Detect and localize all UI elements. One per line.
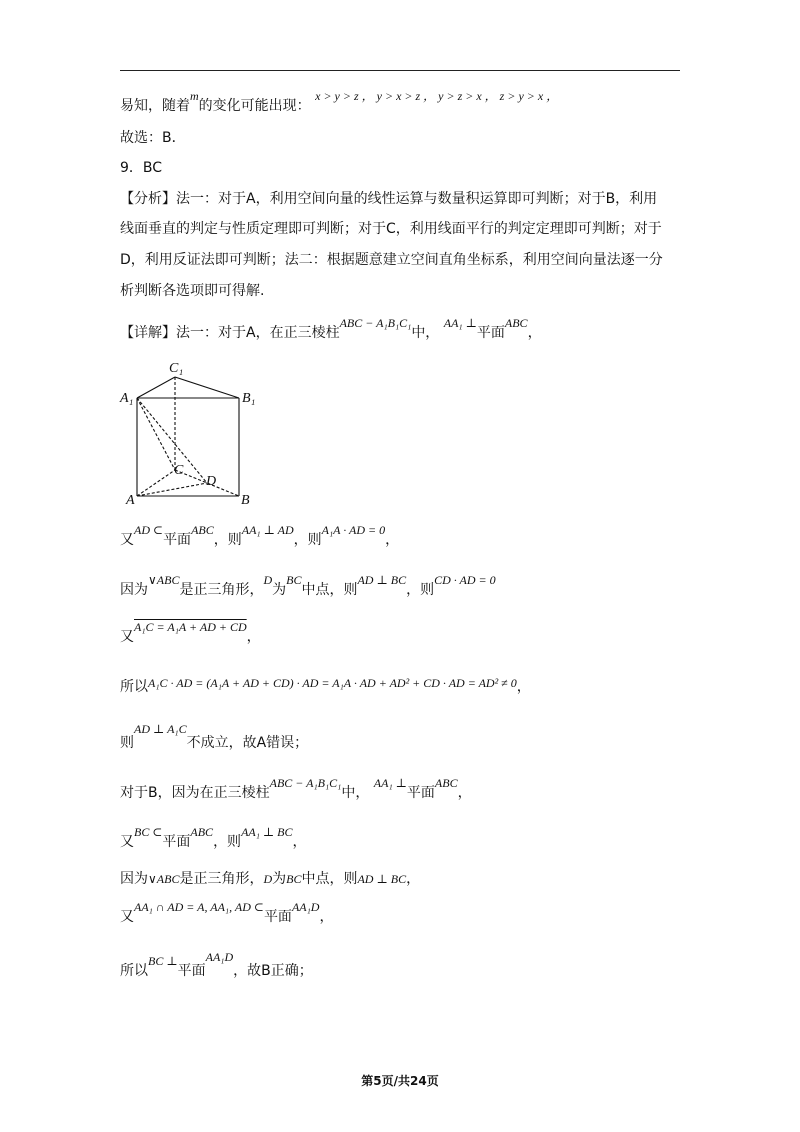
label-a: A	[126, 493, 135, 508]
label-a1: A₁	[120, 391, 134, 406]
line-1	[120, 89, 559, 116]
text: ，则	[293, 532, 322, 548]
text: ，	[319, 909, 334, 925]
text: 中，	[411, 325, 440, 341]
detail-line-10	[120, 900, 334, 927]
math: AA₁ ∩ AD = A, AA₁, AD ⊂	[134, 900, 264, 914]
math: AD ⊂	[134, 523, 164, 537]
math: AA₁ ⊥	[373, 776, 407, 790]
math: BC ⊂	[134, 825, 163, 839]
label-b: B	[241, 493, 250, 508]
detail-line-4	[120, 620, 261, 647]
analysis-line-1: 【分析】法一：对于A，利用空间向量的线性运算与数量积运算即可判断；对于B，利用	[120, 191, 658, 207]
text: 中，	[341, 785, 370, 801]
text: 为	[272, 871, 287, 887]
text: ，则	[213, 834, 242, 850]
text: 中点，则	[301, 871, 358, 887]
math: AD ⊥ BC	[357, 573, 407, 587]
math: D	[263, 573, 273, 587]
text: 平面	[163, 532, 192, 548]
text: ，故B正确；	[233, 963, 313, 979]
math: BC ⊥	[148, 954, 178, 968]
detail-line-3	[120, 573, 496, 600]
math: m	[190, 89, 199, 103]
math: AA₁ ⊥ BC	[241, 825, 293, 839]
math: A₁C = A₁A + AD + CD	[134, 620, 247, 634]
segment-a1d	[137, 398, 207, 483]
text: 因为	[120, 582, 148, 598]
edge-ac	[137, 470, 175, 496]
header-rule	[120, 70, 680, 71]
text: 所以	[120, 963, 148, 979]
analysis-line-2: 线面垂直的判定与性质定理即可判断；对于C，利用线面平行的判定定理即可判断；对于	[120, 221, 662, 237]
text: 对于B，因为在正三棱柱	[120, 785, 270, 801]
math: AA₁ ⊥	[443, 316, 477, 330]
math: BC	[286, 573, 302, 587]
text: 则	[120, 735, 134, 751]
label-c: C	[174, 463, 184, 478]
text: 中点，则	[301, 582, 358, 598]
math: CD · AD = 0	[434, 573, 496, 587]
math: A₁A · AD = 0	[321, 523, 386, 537]
analysis-line-4: 析判断各选项即可得解.	[120, 283, 265, 299]
text: 因为	[120, 871, 148, 887]
math: D	[263, 872, 273, 886]
math: AD ⊥ BC	[357, 872, 407, 886]
detail-line-11	[120, 950, 313, 981]
math: x > y > z ， y > x > z ， y > z > x ， z > y > x ，	[315, 89, 559, 103]
detail-line-1	[120, 316, 542, 343]
text: 平面	[177, 963, 206, 979]
math: ABC	[434, 776, 458, 790]
text: 易知，随着	[120, 98, 190, 114]
label-d: D	[206, 474, 217, 489]
detail-line-9	[120, 869, 420, 889]
label-b1: B₁	[242, 391, 256, 406]
segment-a1c	[137, 398, 175, 470]
page-number: 第5页/共24页	[361, 1074, 439, 1088]
label-c1: C₁	[169, 361, 184, 376]
math: ABC	[190, 825, 214, 839]
text: ，	[246, 629, 261, 645]
math: AD ⊥ A₁C	[134, 722, 187, 736]
math: AA₁D	[205, 950, 234, 964]
text: ，则	[406, 582, 435, 598]
text: ，	[406, 871, 421, 887]
text: 平面	[406, 785, 435, 801]
detail-line-8	[120, 825, 307, 852]
text: 不成立，故A错误；	[186, 735, 309, 751]
text: ，	[385, 532, 400, 548]
prism-figure	[118, 352, 268, 512]
text: 又	[120, 834, 134, 850]
math: AA₁ ⊥ AD	[241, 523, 294, 537]
text: 【详解】法一：对于A，在正三棱柱	[120, 325, 340, 341]
text: ，	[292, 834, 307, 850]
text: 平面	[162, 834, 191, 850]
text: 为	[272, 582, 287, 598]
math: ABC − A₁B₁C₁	[269, 776, 342, 790]
math: A₁C · AD = (A₁A + AD + CD) · AD = A₁A · AD + AD² + CD · AD = AD² ≠ 0	[148, 676, 517, 690]
text: ，	[527, 325, 542, 341]
text: 又	[120, 532, 134, 548]
math: ∨ABC	[148, 872, 180, 886]
text: 平面	[476, 325, 505, 341]
detail-line-7	[120, 776, 472, 803]
question-number: 9．BC	[120, 160, 163, 176]
edge-c1b1	[175, 377, 239, 398]
line-2: 故选：B．	[120, 130, 186, 146]
segment-ad	[137, 483, 207, 496]
text: 的变化可能出现：	[198, 98, 311, 114]
text: ，	[516, 679, 531, 695]
detail-line-2	[120, 523, 400, 550]
math: ABC	[504, 316, 528, 330]
detail-line-5	[120, 677, 531, 697]
math: ∨ABC	[148, 573, 180, 587]
text: 所以	[120, 679, 148, 695]
detail-line-6	[120, 722, 309, 753]
text: ，	[457, 785, 472, 801]
math: ABC	[191, 523, 214, 537]
edge-a1c1	[137, 377, 175, 398]
math: BC	[286, 872, 302, 886]
text: 又	[120, 629, 134, 645]
text: 是正三角形，	[179, 871, 264, 887]
analysis-line-3: D，利用反证法即可判断；法二：根据题意建立空间直角坐标系，利用空间向量法逐一分	[120, 252, 663, 268]
math: AA₁D	[291, 900, 320, 914]
text: 又	[120, 909, 134, 925]
text: 是正三角形，	[179, 582, 264, 598]
text: ，则	[213, 532, 242, 548]
text: 平面	[263, 909, 292, 925]
math: ABC − A₁B₁C₁	[339, 316, 412, 330]
